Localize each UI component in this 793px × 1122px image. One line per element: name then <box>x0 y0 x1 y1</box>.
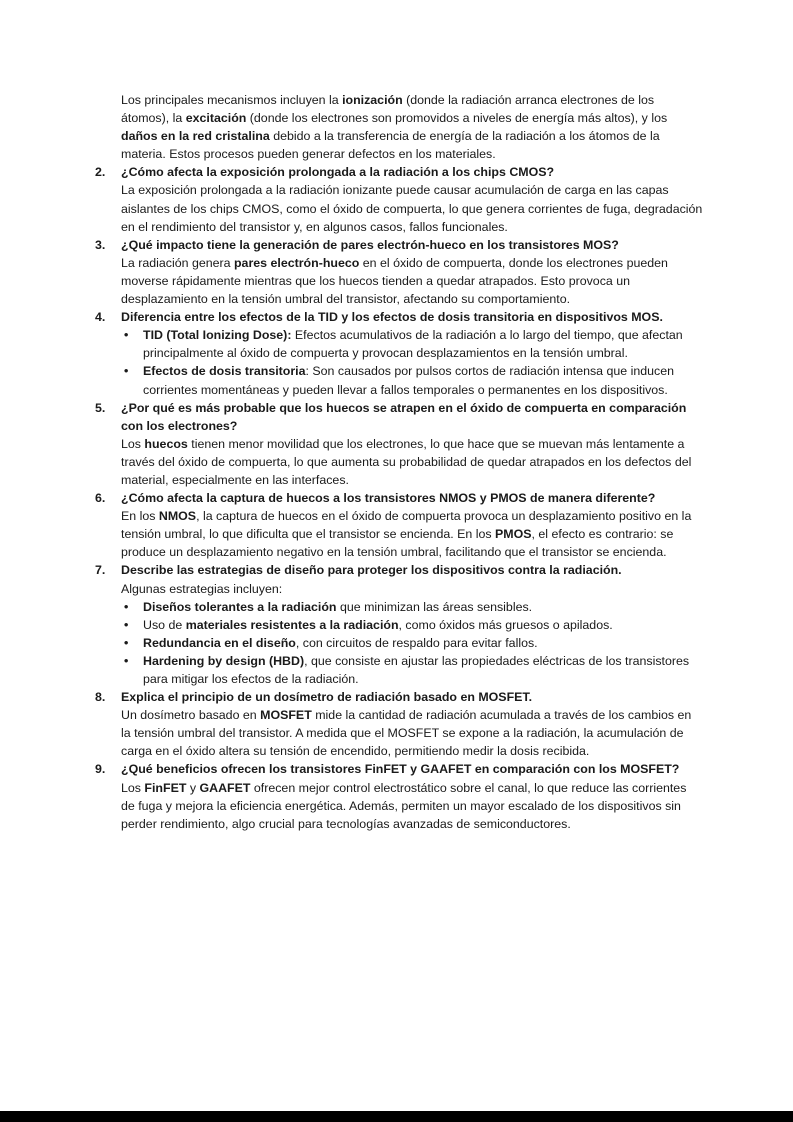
list-item-3 <box>95 236 703 308</box>
bullet-dot-icon: • <box>124 617 129 632</box>
item-3-answer-run-1: huecos <box>144 436 188 451</box>
bullet-item <box>121 326 703 362</box>
bullet-text <box>143 598 703 616</box>
list-item-6 <box>95 489 703 561</box>
item-content <box>121 308 703 398</box>
item-question: ¿Qué impacto tiene la generación de pares electrón-hueco en los transistores MOS? <box>121 237 619 252</box>
item-answer <box>121 254 703 308</box>
bullet-dot-icon: • <box>124 599 129 614</box>
bullet-text <box>143 634 703 652</box>
item-5-bullet-2-run-0: Redundancia en el diseño <box>143 635 296 650</box>
item-answer <box>121 706 703 760</box>
item-7-answer-run-2: y <box>186 780 200 795</box>
intro-run-6: debido a la transferencia de energía de la radiación a los átomos de la materia. Estos procesos pueden generar defectos en los materiales. <box>121 129 660 162</box>
item-answer <box>121 779 703 833</box>
item-6-answer-run-1: MOSFET <box>260 708 312 723</box>
page-bottom-bar <box>0 1111 793 1122</box>
item-7-answer-run-4: ofrecen mejor control electrostático sobre el canal, lo que reduce las corrientes de fuga y mejora la eficiencia energética. Además, permiten un mayor escalado de los dispositivos sin perder rendimiento, algo crucial para tecnologías avanzadas de semiconductores. <box>121 780 687 831</box>
item-answer <box>121 580 703 598</box>
item-content <box>121 688 703 760</box>
item-content <box>121 163 703 235</box>
list-item-5 <box>95 399 703 489</box>
item-5-bullet-0-run-0: Diseños tolerantes a la radiación <box>143 599 337 614</box>
item-7-answer-run-3: GAAFET <box>199 780 251 795</box>
item-content <box>121 760 703 832</box>
item-5-bullet-1-run-1: materiales resistentes a la radiación <box>185 617 399 632</box>
item-content <box>121 399 703 489</box>
item-number: 8. <box>95 690 106 705</box>
item-4-answer-run-3: PMOS <box>495 527 532 542</box>
bullet-item <box>121 652 703 688</box>
item-5-bullet-2-run-1: , con circuitos de respaldo para evitar fallos. <box>295 635 538 650</box>
item-question: Diferencia entre los efectos de la TID y los efectos de dosis transitoria en dispositivos MOS. <box>121 310 663 325</box>
document-body <box>95 91 703 833</box>
item-question: ¿Por qué es más probable que los huecos se atrapen en el óxido de compuerta en comparación con los electrones? <box>121 400 687 433</box>
list-item-8 <box>95 688 703 760</box>
item-question: ¿Cómo afecta la captura de huecos a los transistores NMOS y PMOS de manera diferente? <box>121 491 656 506</box>
item-number: 3. <box>95 237 106 252</box>
item-2-bullet-1-run-0: Efectos de dosis transitoria <box>143 364 306 379</box>
item-number: 9. <box>95 762 106 777</box>
intro-run-3: excitación <box>185 111 247 126</box>
item-content <box>121 489 703 561</box>
item-number: 4. <box>95 310 106 325</box>
list-item-2 <box>95 163 703 235</box>
item-1-answer-run-1: pares electrón-hueco <box>233 255 360 270</box>
item-1-answer-run-2: en el óxido de compuerta, donde los electrones pueden moverse rápidamente mientras que los huecos tienden a quedar atrapados. Esto provoca un desplazamiento en la tensión umbral del transistor, afectando su comportamiento. <box>121 255 668 307</box>
bullet-dot-icon: • <box>124 328 129 343</box>
item-3-answer-run-2: tienen menor movilidad que los electrones, lo que hace que se muevan más lentamente a través del óxido de compuerta, lo que aumenta su probabilidad de quedar atrapados en los defectos del material, especialmente en las interfaces. <box>121 436 692 487</box>
item-5-bullet-3-run-1: , que consiste en ajustar las propiedades eléctricas de los transistores para mitigar los efectos de la radiación. <box>143 653 690 686</box>
item-answer <box>121 507 703 561</box>
bullet-item <box>121 598 703 616</box>
item-answer <box>121 435 703 489</box>
bullet-dot-icon: • <box>124 364 129 379</box>
item-5-bullet-3-run-0: Hardening by design (HBD) <box>143 653 305 668</box>
item-4-answer-run-4: , el efecto es contrario: se produce un desplazamiento negativo en la tensión umbral, facilitando que el transistor se encienda. <box>121 527 674 560</box>
item-4-answer-run-2: , la captura de huecos en el óxido de compuerta provoca un desplazamiento positivo en la tensión umbral, lo que dificulta que el transistor se encienda. En los <box>121 509 692 542</box>
intro-run-1: ionización <box>342 93 403 107</box>
item-content <box>121 561 703 688</box>
bullet-text <box>143 326 703 362</box>
item-5-bullet-1-run-2: , como óxidos más gruesos o apilados. <box>398 617 613 632</box>
item-5-bullet-1-run-0: Uso de <box>143 617 186 632</box>
bullet-dot-icon: • <box>124 635 129 650</box>
item-question: Describe las estrategias de diseño para proteger los dispositivos contra la radiación. <box>121 563 622 578</box>
item-7-answer-run-1: FinFET <box>144 780 187 795</box>
item-content <box>121 236 703 308</box>
item-5-answer-run-0: Algunas estrategias incluyen: <box>121 581 283 596</box>
item-4-answer-run-1: NMOS <box>158 509 197 524</box>
item-6-answer-run-0: Un dosímetro basado en <box>121 708 261 723</box>
intro-run-2: (donde la radiación arranca electrones de los átomos), la <box>121 93 655 126</box>
item-question: Explica el principio de un dosímetro de radiación basado en MOSFET. <box>121 690 533 705</box>
item-question: ¿Qué beneficios ofrecen los transistores FinFET y GAAFET en comparación con los MOSFET? <box>121 762 680 777</box>
item-3-answer-run-0: Los <box>121 436 145 451</box>
intro-run-0: Los principales mecanismos incluyen la <box>121 93 343 107</box>
bullet-text <box>143 362 703 398</box>
intro-run-4: (donde los electrones son promovidos a niveles de energía más altos), y los <box>246 111 668 126</box>
item-5-bullet-0-run-1: que minimizan las áreas sensibles. <box>336 599 533 614</box>
item-number: 6. <box>95 491 106 506</box>
item-number: 5. <box>95 400 106 415</box>
bullet-item <box>121 362 703 398</box>
bullet-text <box>143 616 703 634</box>
item-2-bullet-1-run-1: : Son causados por pulsos cortos de radiación intensa que inducen corrientes momentáneas y pueden llevar a fallos temporales o permanentes en los dispositivos. <box>143 364 675 397</box>
item-answer <box>121 181 703 235</box>
item-0-answer-run-0: La exposición prolongada a la radiación ionizante puede causar acumulación de carga en las capas aislantes de los chips CMOS, como el óxido de compuerta, lo que genera corrientes de fuga, degradación en el rendimiento del transistor y, en algunos casos, fallos funcionales. <box>121 183 703 234</box>
list-item-7 <box>95 561 703 688</box>
bullet-item <box>121 616 703 634</box>
bullet-item <box>121 634 703 652</box>
item-number: 7. <box>95 563 106 578</box>
bullet-text <box>143 652 703 688</box>
item-2-bullet-0-run-1: Efectos acumulativos de la radiación a lo largo del tiempo, que afectan principalmente al óxido de compuerta y provocan desplazamientos en la tensión umbral. <box>143 328 683 361</box>
item-6-answer-run-2: mide la cantidad de radiación acumulada a través de los cambios en la tensión umbral del transistor. A medida que el MOSFET se expone a la radiación, la acumulación de carga en el óxido altera su tensión de encendido, permitiendo medir la dosis recibida. <box>121 708 692 759</box>
item-1-answer-run-0: La radiación genera <box>121 255 234 270</box>
item-2-bullet-0-run-0: TID (Total Ionizing Dose): <box>143 328 292 343</box>
item-question: ¿Cómo afecta la exposición prolongada a la radiación a los chips CMOS? <box>121 165 555 180</box>
item-4-answer-run-0: En los <box>121 509 159 524</box>
bullet-dot-icon: • <box>124 653 129 668</box>
list-item-4 <box>95 308 703 398</box>
intro-paragraph <box>121 91 703 163</box>
intro-run-5: daños en la red cristalina <box>121 129 270 144</box>
list-item-9 <box>95 760 703 832</box>
item-number: 2. <box>95 165 106 180</box>
item-7-answer-run-0: Los <box>121 780 145 795</box>
